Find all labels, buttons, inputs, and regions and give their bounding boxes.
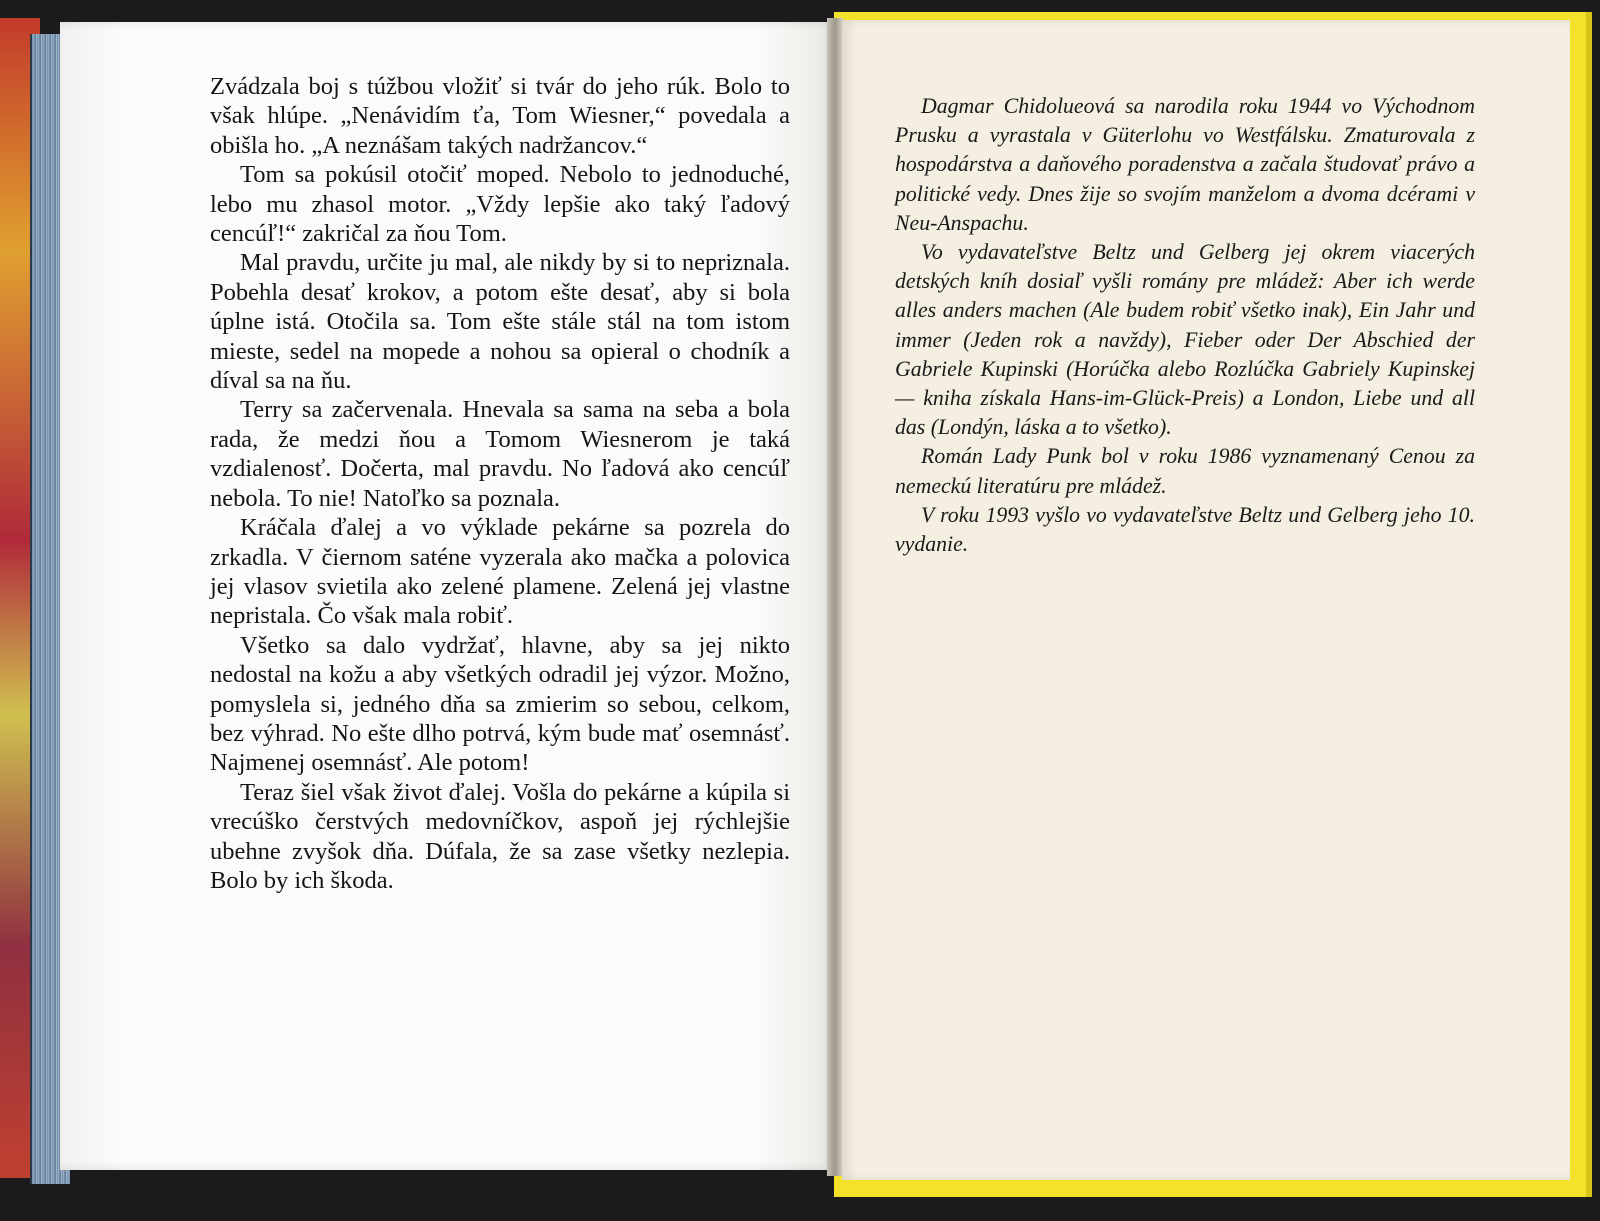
paragraph: Zvádzala boj s túžbou vložiť si tvár do jeho rúk. Bolo to však hlúpe. „Nenávidím ťa, Tom Wiesner,“ povedala a obišla ho. „A neznášam takých nadržancov.“: [210, 73, 790, 159]
paragraph: Tom sa pokúsil otočiť moped. Nebolo to jednoduché, lebo mu zhasol motor. „Vždy lepšie ako taký ľadový cencúľ!“ zakričal za ňou Tom.: [210, 161, 790, 248]
paragraph: V roku 1993 vyšlo vo vydavateľstve Beltz und Gelberg jeho 10. vydanie.: [895, 502, 1475, 557]
paragraph: Kráčala ďalej a vo výklade pekárne sa pozrela do zrkadla. V čiernom saténe vyzerala ako mačka a polovica jej vlasov svietila ako zelené plamene. Zelená jej vlastne nepristala. Čo však mala robiť.: [210, 514, 790, 630]
paragraph: Teraz šiel však život ďalej. Vošla do pekárne a kúpila si vrecúško čerstvých medovníčkov, aspoň jej rýchlejšie ubehne zvyšok dňa. Dúfala, že sa zase všetky nezlepia. Bolo by ich škoda.: [210, 778, 790, 894]
paragraph: Terry sa začervenala. Hnevala sa sama na seba a bola rada, že medzi ňou a Tomom Wiesnerom je taká vzdialenosť. Dočerta, mal pravdu. No ľadová ako cencúľ nebola. To nie! Natoľko sa poznala.: [210, 396, 790, 512]
paragraph: Román Lady Punk bol v roku 1986 vyznamenaný Cenou za nemeckú literatúru pre mládež.: [895, 444, 1475, 498]
paragraph: Dagmar Chidolueová sa narodila roku 1944 vo Východnom Prusku a vyrastala v Güterlohu vo Westfálsku. Zmaturovala z hospodárstva a daňového poradenstva a začala študovať právo a politické vedy. Dnes žije so svojím manželom a dvoma dcérami v Neu-Anspachu.: [895, 94, 1475, 235]
paragraph: Všetko sa dalo vydržať, hlavne, aby sa jej nikto nedostal na kožu a aby všetkých odradil jej výzor. Možno, pomyslela si, jedného dňa sa zmierim so sebou, celkom, bez výhrad. No ešte dlho potrvá, kým bude mať osemnásť. Najmenej osemnásť. Ale potom!: [210, 631, 790, 777]
book-gutter: [827, 18, 843, 1176]
left-page-text: [210, 72, 790, 895]
paragraph: Vo vydavateľstve Beltz und Gelberg jej okrem viacerých detských kníh dosiaľ vyšli romány pre mládež: Aber ich werde alles anders machen (Ale budem robiť všetko inak), Ein Jahr und immer (Jeden rok a navždy), Fieber oder Der Abschied der Gabriele Kupinski (Horúčka alebo Rozlúčka Gabriely Kupinskej — kniha získala Hans-im-Glück-Preis) a London, Liebe und all das (Londýn, láska a to všetko).: [895, 240, 1475, 440]
author-bio: [895, 92, 1475, 559]
paragraph: Mal pravdu, určite ju mal, ale nikdy by si to nepriznala. Pobehla desať krokov, a potom ešte desať, aby si bola úplne istá. Otočila sa. Tom ešte stále stál na tom istom mieste, sedel na mopede a nohou sa opieral o chodník a díval sa na ňu.: [210, 249, 790, 395]
